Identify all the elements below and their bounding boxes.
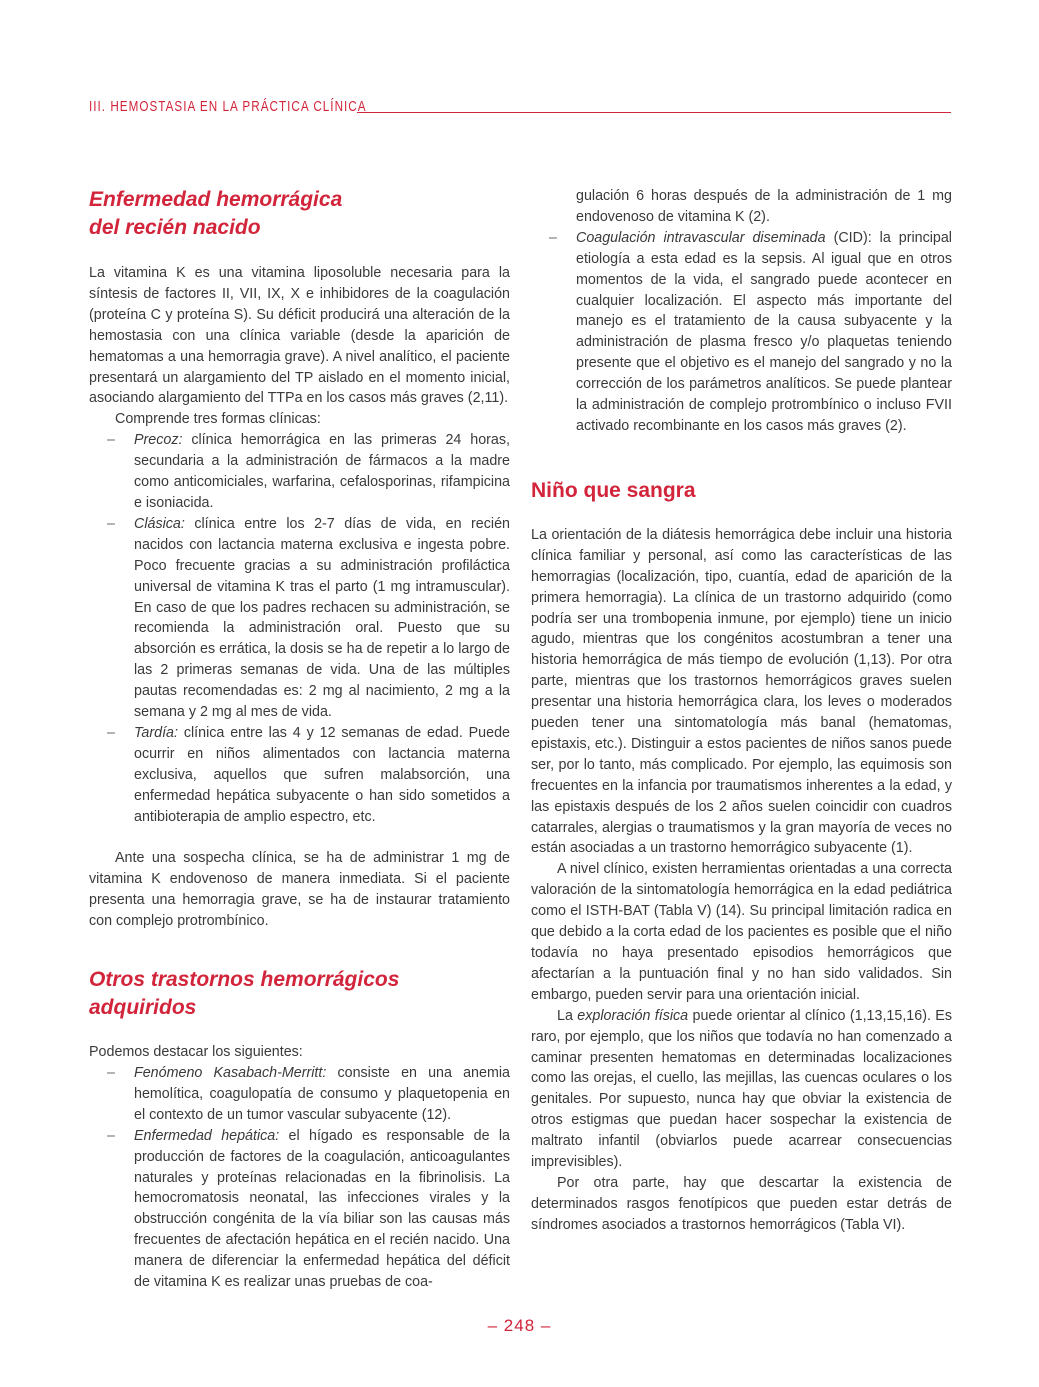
list-term: Enfermedad hepática: xyxy=(134,1127,280,1144)
heading-line: del recién nacido xyxy=(89,216,261,239)
list-item xyxy=(134,1126,510,1293)
left-column xyxy=(89,186,510,1293)
acquired-disorders-list xyxy=(89,1063,510,1293)
section-heading-newborn-hemorrhagic-disease xyxy=(89,186,510,242)
paragraph: Por otra parte, hay que descartar la existencia de determinados rasgos fenotípicos que pueden estar detrás de síndromes asociados a trastornos hemorrágicos (Tabla VI). xyxy=(531,1174,952,1233)
list-text: clínica hemorrágica en las primeras 24 horas, secundaria a la administración de fármacos a la madre como anticomiciales, warfarina, cefalosporinas, rifampicina e isoniacida. xyxy=(134,432,510,511)
paragraph: Podemos destacar los siguientes: xyxy=(89,1044,303,1061)
list-item xyxy=(134,514,510,723)
list-text: clínica entre las 4 y 12 semanas de edad. Puede ocurrir en niños alimentados con lactancia materna exclusiva, aquellos que sufren malabsorción, una enfermedad hepática subyacente o han sido sometidos a antibioterapia de amplio espectro, etc. xyxy=(134,724,510,825)
list-term: Coagulación intravascular diseminada xyxy=(576,229,826,246)
list-item xyxy=(576,228,952,437)
list-text: gulación 6 horas después de la administración de 1 mg endovenoso de vitamina K (2). xyxy=(576,188,952,225)
right-column xyxy=(531,186,952,1236)
heading-line: Enfermedad hemorrágica xyxy=(89,188,343,211)
list-term: Precoz: xyxy=(134,432,183,449)
clinical-forms-list xyxy=(89,430,510,827)
running-header xyxy=(89,98,951,115)
paragraph: La vitamina K es una vitamina liposoluble necesaria para la síntesis de factores II, VII, IX, X e inhibidores de la coagulación (proteína C y proteína S). Su déficit producirá una alteración de la hemostasia con una clínica variable (desde la aparición de hematomas a una hemorragia grave). A nivel analítico, el paciente presentará un alargamiento del TP aislado en el momento inicial, asociando alargamiento del TTPa en los casos más graves (2,11). xyxy=(89,265,510,407)
paragraph xyxy=(531,1006,952,1173)
list-term: Tardía: xyxy=(134,724,178,741)
chapter-title: III. HEMOSTASIA EN LA PRÁCTICA CLÍNICA xyxy=(89,98,367,115)
list-item xyxy=(134,430,510,514)
paragraph: Comprende tres formas clínicas: xyxy=(115,411,321,428)
section-heading-bleeding-child: Niño que sangra xyxy=(531,478,696,502)
emphasis-term: exploración física xyxy=(577,1007,689,1024)
list-item xyxy=(134,723,510,828)
heading-line: Otros trastornos hemorrágicos xyxy=(89,968,400,992)
list-text: (CID): la principal etiología a esta edad es la sepsis. Al igual que en otros momentos de la vida, el sangrado puede acontecer en cualquier localización. El aspecto más importante del manejo es el tratamiento de la causa subyacente y la administración de plasma fresco y/o plaquetas teniendo presente que el objetivo es el manejo del sangrado y no la corrección de los parámetros analíticos. Se puede plantear la administración de complejo protrombínico o incluso FVII activado recombinante en los casos más graves (2). xyxy=(576,229,952,434)
list-text: clínica entre los 2-7 días de vida, en recién nacidos con lactancia materna exclusiva e ingesta pobre. Poco frecuente gracias a su administración profiláctica universal de vitamina K tras el parto (1 mg intramuscular). En caso de que los padres rechacen su administración, se recomienda la administración oral. Puesto que su absorción es errática, la dosis se ha de repetir a lo largo de las 2 primeras semanas de vida. Una de las múltiples pautas recomendadas es: 2 mg al nacimiento, 2 mg a la semana y 2 mg al mes de vida. xyxy=(134,515,510,721)
list-term: Clásica: xyxy=(134,515,185,532)
page-number: – 248 – xyxy=(487,1316,552,1335)
text: puede orientar al clínico (1,13,15,16). Es raro, por ejemplo, que los niños que todavía no han comenzado a caminar presenten hematomas en determinadas localizaciones como las orejas, el cuello, las mejillas, las cuencas oculares o los genitales. Por supuesto, nunca hay que obviar la existencia de otros estigmas que puedan hacer sospechar la existencia de maltrato infantil (obviarlos puede acarrear consecuencias imprevisibles). xyxy=(531,1007,952,1171)
heading-line: adquiridos xyxy=(89,996,197,1020)
list-text: consiste en una anemia hemolítica, coagulopatía de consumo y plaquetopenia en el contexto de un tumor vascular subyacente (12). xyxy=(134,1065,510,1123)
list-item xyxy=(134,1063,510,1126)
paragraph: A nivel clínico, existen herramientas orientadas a una correcta valoración de la sintomatología hemorrágica en la edad pediátrica como el ISTH-BAT (Tabla V) (14). Su principal limitación radica en que debido a la corta edad de los pacientes es posible que el niño todavía no haya presentado episodios hemorrágicos que afectarían a la puntuación final y no han sido validados. Sin embargo, pueden servir para una orientación inicial. xyxy=(531,861,952,1003)
paragraph: Ante una sospecha clínica, se ha de administrar 1 mg de vitamina K endovenoso de manera inmediata. Si el paciente presenta una hemorragia grave, se ha de instaurar tratamiento con complejo protrombínico. xyxy=(89,850,510,930)
list-item-continuation xyxy=(576,186,952,228)
acquired-disorders-list-continued xyxy=(531,186,952,437)
section-heading-other-acquired-disorders xyxy=(89,966,510,1022)
list-text: el hígado es responsable de la producción de factores de la coagulación, anticoagulantes naturales y proteínas relacionadas en la fibrinolisis. La hemocromatosis neonatal, las infecciones virales y la obstrucción congénita de la vía biliar son las causas más frecuentes de afectación hepática en el recién nacido. Una manera de diferenciar la enfermedad hepática del déficit de vitamina K es realizar unas pruebas de coa- xyxy=(134,1127,510,1291)
paragraph: La orientación de la diátesis hemorrágica debe incluir una historia clínica familiar y personal, así como las características de las hemorragias (localización, tipo, cuantía, edad de aparición de la primera hemorragia). La clínica de un trastorno adquirido (como podría ser una trombopenia inmune, por ejemplo) tiene un inicio agudo, mientras que los congénitos acostumbran a tener una historia hemorrágica de más tiempo de evolución (1,13). Por otra parte, mientras que los trastornos hemorrágicos graves suelen presentar una historia hemorrágica clara, los leves o moderados pueden tener una sintomatología más banal (hematomas, epistaxis, etc.). Distinguir a estos pacientes de niños sanos puede ser, por lo tanto, más complicado. Por ejemplo, las equimosis son frecuentes en la infancia por traumatismos inherentes a la edad, y las epistaxis después de los 2 años suelen coincidir con cuadros catarrales, alergias o traumatismos y la gran mayoría de veces no están asociadas a un trastorno hemorrágico subyacente (1). xyxy=(531,526,952,857)
list-term: Fenómeno Kasabach-Merritt: xyxy=(134,1065,327,1081)
header-rule xyxy=(357,112,951,113)
text: La xyxy=(557,1007,578,1024)
